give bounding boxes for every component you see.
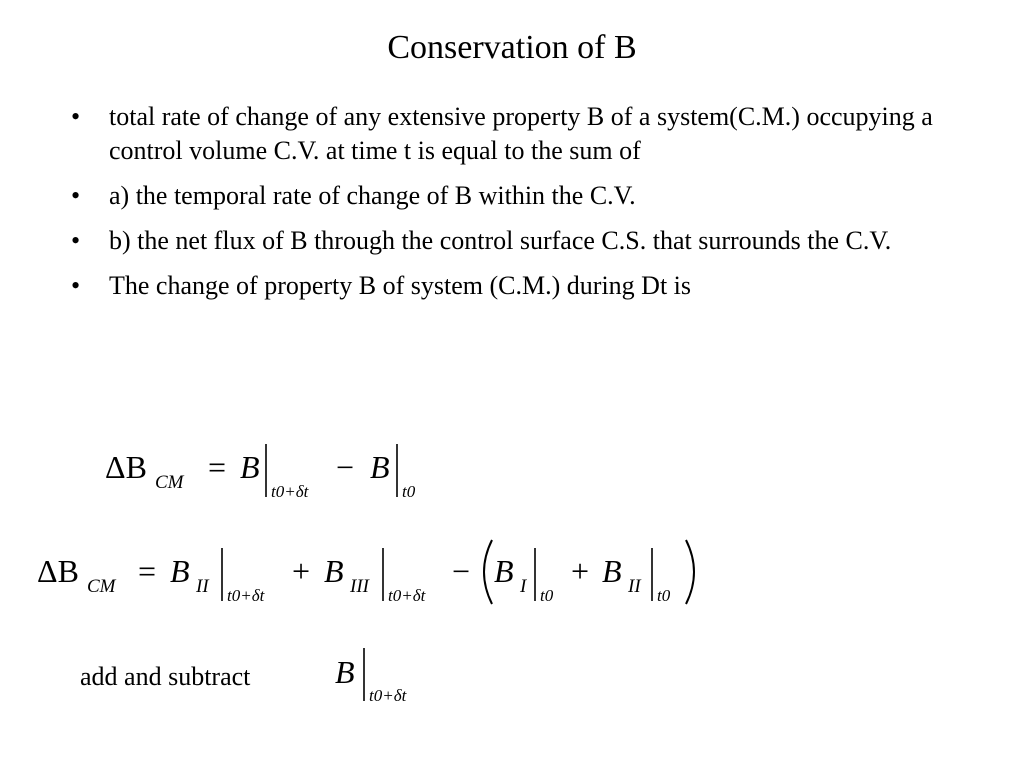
equation-2	[37, 540, 694, 605]
add-sub-term-b: B	[335, 654, 355, 690]
bullet-marker: •	[71, 102, 81, 131]
eq2-b-i-subscript: I	[520, 576, 527, 597]
eq2-b-i: B	[494, 553, 514, 589]
eq1-minus: −	[336, 449, 355, 485]
eq2-lhs: ΔB	[37, 553, 79, 589]
add-subtract-term	[335, 648, 408, 705]
eq1-eval-2: t0	[402, 482, 416, 501]
eq2-b-iii: B	[324, 553, 344, 589]
left-paren-icon	[484, 540, 492, 604]
add-sub-eval: t0+δt	[369, 686, 407, 705]
bullet-text: a) the temporal rate of change of B within the C.V.	[109, 181, 636, 210]
eq1-lhs-subscript: CM	[155, 472, 184, 493]
bullet-text: b) the net flux of B through the control surface C.S. that surrounds the C.V.	[109, 226, 892, 255]
bullet-marker: •	[71, 181, 81, 210]
eq1-eval-1: t0+δt	[271, 482, 309, 501]
eq2-b-ii-subscript: II	[196, 576, 209, 597]
eq1-equals: =	[208, 449, 227, 485]
eq2-eval-c: t0	[540, 586, 554, 605]
eq2-plus: +	[292, 553, 311, 589]
right-paren-icon	[686, 540, 694, 604]
bullet-marker: •	[71, 271, 81, 300]
eq2-equals: =	[138, 553, 157, 589]
eq2-eval-a: t0+δt	[227, 586, 265, 605]
equation-1	[105, 444, 416, 501]
eq2-plus-2: +	[571, 553, 590, 589]
eq2-b-iii-subscript: III	[350, 576, 369, 597]
eq2-minus: −	[452, 553, 471, 589]
add-subtract-label: add and subtract	[80, 662, 251, 691]
eq2-eval-d: t0	[657, 586, 671, 605]
bullet-text: total rate of change of any extensive property B of a system(C.M.) occupying a control volume C.V. at time t is equal to the sum of	[109, 102, 933, 165]
eq2-b-ii-2: B	[602, 553, 622, 589]
eq1-term1: B	[240, 449, 260, 485]
slide-title: Conservation of B	[387, 29, 637, 66]
eq2-eval-b: t0+δt	[388, 586, 426, 605]
eq2-b-ii: B	[170, 553, 190, 589]
bullet-marker: •	[71, 226, 81, 255]
eq2-b-ii-2-subscript: II	[628, 576, 641, 597]
eq1-term2: B	[370, 449, 390, 485]
eq2-lhs-subscript: CM	[87, 576, 116, 597]
eq1-lhs: ΔB	[105, 449, 147, 485]
bullet-text: The change of property B of system (C.M.) during Dt is	[109, 271, 692, 300]
